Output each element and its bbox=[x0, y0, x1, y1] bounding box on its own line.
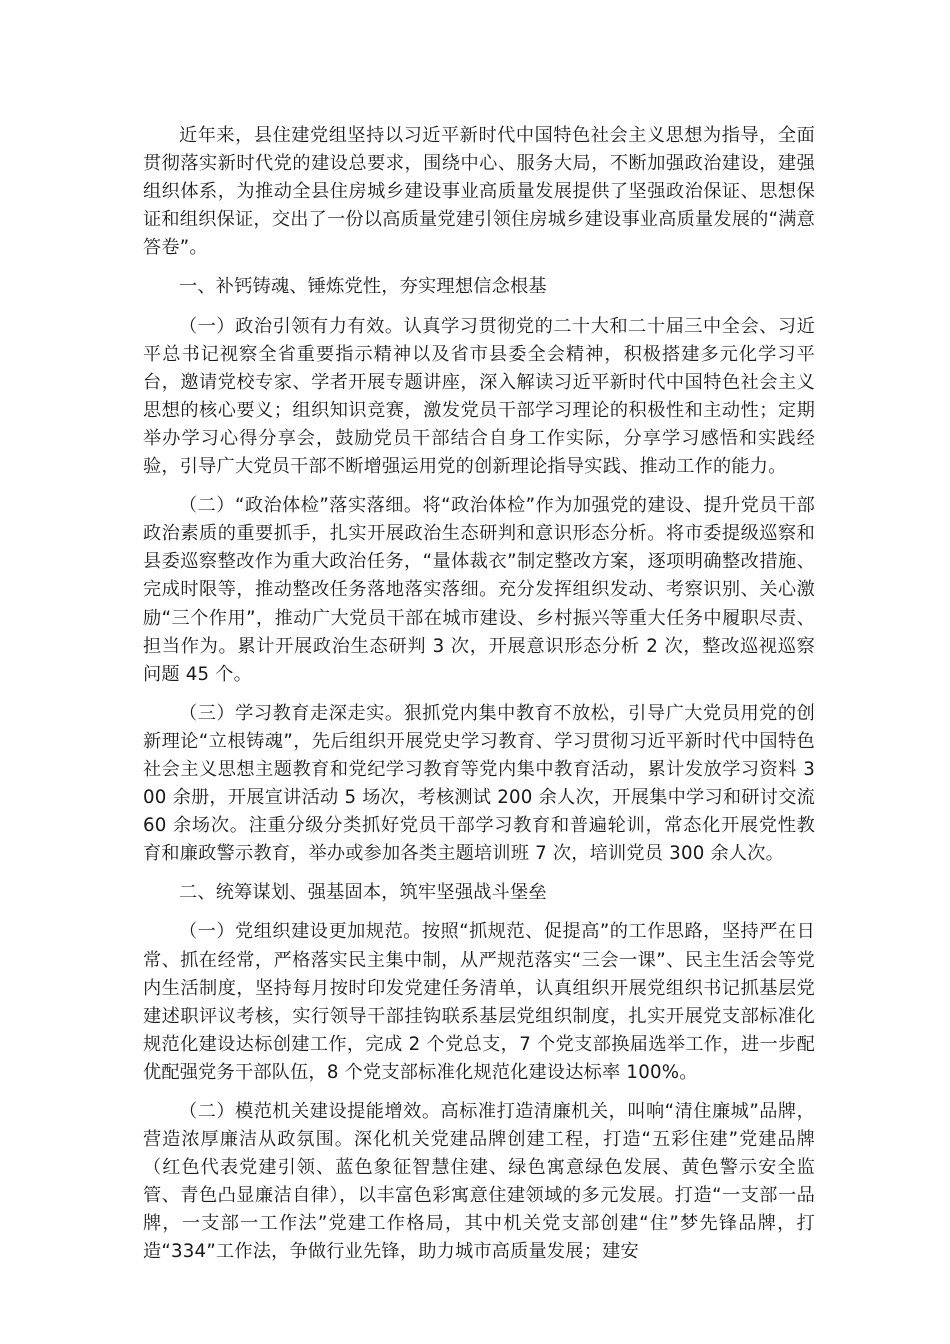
section-heading-1: 一、补钙铸魂、锤炼党性，夯实理想信念根基 bbox=[179, 276, 547, 298]
paragraph-party-organization: （一）党组织建设更加规范。按照“抓规范、促提高”的工作思路，坚持严在日常、抓在经常，严格落实民主集中制，从严规范落实“三会一课”、民主生活会等党内生活制度，坚持每月按时印发党建任务清单，认真组织开展党组织书记抓基层党建述职评议考核，实行领导干部挂钩联系基层党组织制度，扎实开展党支部标准化规范化建设达标创建工作，完成 2 个党总支，7 个党支部换届选举工作，进一步配优配强党务干部队伍，8 个党支部标准化规范化建设达标率 100%。 bbox=[143, 921, 815, 1083]
paragraph-political-checkup: （二）“政治体检”落实落细。将“政治体检”作为加强党的建设、提升党员干部政治素质的重要抓手，扎实开展政治生态研判和意识形态分析。将市委提级巡察和县委巡察整改作为重大政治任务，“量体裁衣”制定整改方案，逐项明确整改措施、完成时限等，推动整改任务落地落实落细。充分发挥组织发动、考察识别、关心激励“三个作用”，推动广大党员干部在城市建设、乡村振兴等重大任务中履职尽责、担当作为。累计开展政治生态研判 3 次，开展意识形态分析 2 次，整改巡视巡察问题 45 个。 bbox=[143, 495, 815, 685]
section-heading-2: 二、统筹谋划、强基固本，筑牢坚强战斗堡垒 bbox=[179, 882, 547, 904]
paragraph-political-guidance: （一）政治引领有力有效。认真学习贯彻党的二十大和二十届三中全会、习近平总书记视察全省重要指示精神以及省市县委全会精神，积极搭建多元化学习平台，邀请党校专家、学者开展专题讲座，深入解读习近平新时代中国特色社会主义思想的核心要义；组织知识竞赛，激发党员干部学习理论的积极性和主动性；定期举办学习心得分享会，鼓励党员干部结合自身工作实际，分享学习感悟和实践经验，引导广大党员干部不断增强运用党的创新理论指导实践、推动工作的能力。 bbox=[143, 315, 815, 478]
intro-paragraph: 近年来，县住建党组坚持以习近平新时代中国特色社会主义思想为指导，全面贯彻落实新时代党的建设总要求，围绕中心、服务大局，不断加强政治建设，建强组织体系，为推动全县住房城乡建设事业高质量发展提供了坚强政治保证、思想保证和组织保证，交出了一份以高质量党建引领住房城乡建设事业高质量发展的“满意答卷”。 bbox=[143, 125, 815, 259]
paragraph-study-education: （三）学习教育走深走实。狠抓党内集中教育不放松，引导广大党员用党的创新理论“立根铸魂”，先后组织开展党史学习教育、学习贯彻习近平新时代中国特色社会主义思想主题教育和党纪学习教育等党内集中教育活动，累计发放学习资料 300 余册，开展宣讲活动 5 场次，考核测试 200 余人次，开展集中学习和研讨交流 60 余场次。注重分级分类抓好党员干部学习教育和普遍轮训，常态化开展党性教育和廉政警示教育，举办或参加各类主题培训班 7 次，培训党员 300 余人次。 bbox=[143, 702, 815, 865]
document-body bbox=[143, 122, 815, 1278]
paragraph-model-organ: （二）模范机关建设提能增效。高标准打造清廉机关，叫响“清住廉城”品牌，营造浓厚廉洁从政氛围。深化机关党建品牌创建工程，打造“五彩住建”党建品牌（红色代表党建引领、蓝色象征智慧住建、绿色寓意绿色发展、黄色警示安全监管、青色凸显廉洁自律），以丰富色彩寓意住建领域的多元发展。打造“一支部一品牌，一支部一工作法”党建工作格局，其中机关党支部创建“住”梦先锋品牌，打造“334”工作法，争做行业先锋，助力城市高质量发展；建安 bbox=[143, 1101, 815, 1263]
